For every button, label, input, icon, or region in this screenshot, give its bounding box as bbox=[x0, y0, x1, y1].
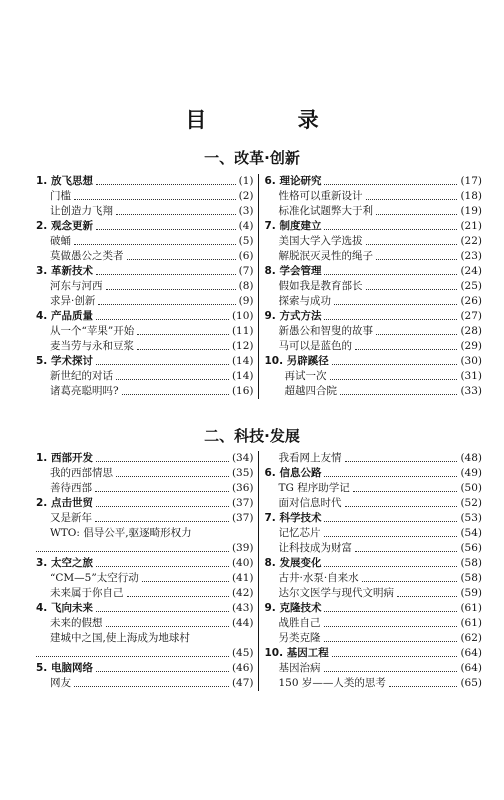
toc-category[interactable] bbox=[265, 556, 483, 571]
toc-entry[interactable] bbox=[36, 586, 254, 601]
toc-section-tech bbox=[36, 451, 482, 691]
toc-entry-title: 标准化试题弊大于利 bbox=[278, 205, 373, 217]
toc-entry-title: 9. 方式方法 bbox=[264, 310, 322, 322]
toc-entry-title: 再试一次 bbox=[284, 370, 327, 382]
toc-page-number: (1) bbox=[238, 175, 254, 187]
dot-leader bbox=[366, 289, 458, 290]
toc-category[interactable] bbox=[36, 219, 254, 234]
toc-entry-title: 8. 发展变化 bbox=[264, 557, 322, 569]
toc-entry[interactable] bbox=[265, 616, 483, 631]
dot-leader bbox=[96, 184, 236, 185]
toc-category[interactable] bbox=[265, 219, 483, 234]
toc-page-number: (8) bbox=[238, 280, 254, 292]
toc-page-number: (64) bbox=[460, 647, 482, 659]
toc-page-number: (41) bbox=[231, 572, 254, 584]
dot-leader bbox=[122, 394, 229, 395]
toc-entry[interactable] bbox=[265, 571, 483, 586]
dot-leader bbox=[324, 536, 458, 537]
dot-leader bbox=[340, 394, 457, 395]
toc-page-number: (58) bbox=[460, 572, 482, 584]
dot-leader bbox=[116, 379, 229, 380]
toc-entry[interactable] bbox=[36, 631, 254, 646]
toc-entry-title: 善待西部 bbox=[50, 482, 92, 494]
toc-entry-title: 麦当劳与永和豆浆 bbox=[50, 340, 134, 352]
dot-leader bbox=[324, 611, 457, 612]
toc-entry[interactable] bbox=[36, 369, 254, 384]
toc-entry[interactable] bbox=[265, 586, 483, 601]
toc-category[interactable] bbox=[36, 309, 254, 324]
dot-leader bbox=[96, 364, 229, 365]
toc-entry-title: 古井·水泵·自来水 bbox=[278, 572, 359, 584]
dot-leader bbox=[96, 319, 229, 320]
toc-entry-title: 门槛 bbox=[50, 190, 71, 202]
toc-page-number: (11) bbox=[231, 325, 254, 337]
toc-entry[interactable] bbox=[265, 204, 483, 219]
toc-entry[interactable] bbox=[265, 541, 483, 556]
dot-leader bbox=[324, 566, 457, 567]
toc-category[interactable] bbox=[36, 264, 254, 279]
toc-entry-title: 未来的假想 bbox=[50, 617, 103, 629]
toc-entry-title: TG 程序助学记 bbox=[278, 482, 350, 494]
toc-page-number: (16) bbox=[231, 385, 254, 397]
toc-entry-title: 让科技成为财富 bbox=[278, 542, 352, 554]
dot-leader bbox=[127, 259, 236, 260]
toc-page-number: (12) bbox=[231, 340, 254, 352]
toc-page-number: (46) bbox=[231, 662, 254, 674]
toc-entry-title: 4. 飞向未来 bbox=[36, 602, 93, 614]
dot-leader bbox=[389, 686, 458, 687]
toc-entry[interactable] bbox=[265, 451, 483, 466]
dot-leader bbox=[397, 596, 457, 597]
dot-leader bbox=[116, 476, 229, 477]
toc-page-number: (3) bbox=[238, 205, 254, 217]
toc-entry-title: 网友 bbox=[50, 677, 71, 689]
toc-entry-title: 3. 革新技术 bbox=[36, 265, 93, 277]
dot-leader bbox=[106, 289, 236, 290]
toc-entry-title: 7. 制度建立 bbox=[264, 220, 322, 232]
toc-page-number: (53) bbox=[460, 512, 482, 524]
toc-entry[interactable] bbox=[36, 234, 254, 249]
toc-page-number: (62) bbox=[460, 632, 482, 644]
toc-entry-title: 战胜自己 bbox=[278, 617, 321, 629]
toc-entry[interactable] bbox=[265, 234, 483, 249]
toc-entry[interactable] bbox=[265, 481, 483, 496]
toc-page-number: (25) bbox=[460, 280, 482, 292]
toc-page-number: (35) bbox=[231, 467, 254, 479]
toc-category[interactable] bbox=[265, 511, 483, 526]
toc-page-number: (37) bbox=[231, 497, 254, 509]
toc-category[interactable] bbox=[265, 354, 483, 369]
toc-category[interactable] bbox=[36, 661, 254, 676]
dot-leader bbox=[96, 229, 236, 230]
toc-page-number: (23) bbox=[460, 250, 482, 262]
toc-page-number: (9) bbox=[238, 295, 254, 307]
toc-column-right bbox=[258, 174, 483, 399]
toc-entry-title: 让创造力飞翔 bbox=[50, 205, 113, 217]
toc-page-number: (19) bbox=[460, 205, 482, 217]
toc-page-number: (29) bbox=[460, 340, 482, 352]
dot-leader bbox=[96, 566, 229, 567]
dot-leader bbox=[345, 461, 458, 462]
toc-page-number: (21) bbox=[460, 220, 482, 232]
toc-category[interactable] bbox=[265, 646, 483, 661]
toc-page-number: (26) bbox=[460, 295, 482, 307]
toc-page-number: (34) bbox=[231, 452, 254, 464]
dot-leader bbox=[106, 626, 229, 627]
dot-leader bbox=[96, 461, 229, 462]
dot-leader bbox=[98, 304, 235, 305]
toc-page-number: (7) bbox=[238, 265, 254, 277]
toc-entry[interactable] bbox=[36, 189, 254, 204]
toc-entry-title: 新世纪的对话 bbox=[50, 370, 113, 382]
toc-category[interactable] bbox=[265, 174, 483, 189]
toc-page-number: (59) bbox=[460, 587, 482, 599]
toc-page-number: (33) bbox=[460, 385, 482, 397]
toc-entry[interactable] bbox=[36, 646, 254, 661]
toc-entry[interactable] bbox=[36, 526, 254, 541]
toc-page-number: (30) bbox=[460, 355, 482, 367]
toc-page-number: (58) bbox=[460, 557, 482, 569]
toc-page-number: (31) bbox=[460, 370, 482, 382]
section-heading-reform: 一、改革·创新 bbox=[204, 149, 300, 167]
toc-entry[interactable] bbox=[36, 511, 254, 526]
toc-entry-title: 面对信息时代 bbox=[278, 497, 342, 509]
toc-entry-title: 莫做愚公之类者 bbox=[50, 250, 124, 262]
toc-entry-title: “CM—5”太空行动 bbox=[50, 572, 139, 584]
toc-page-number: (22) bbox=[460, 235, 482, 247]
toc-entry-title: 超越四合院 bbox=[284, 385, 337, 397]
toc-page-number: (14) bbox=[231, 370, 254, 382]
toc-entry-title: 150 岁——人类的思考 bbox=[278, 677, 386, 689]
toc-entry-title: 2. 观念更新 bbox=[36, 220, 93, 232]
toc-entry[interactable] bbox=[265, 249, 483, 264]
toc-category[interactable] bbox=[265, 466, 483, 481]
dot-leader bbox=[116, 214, 236, 215]
toc-column-right bbox=[258, 451, 483, 691]
toc-entry[interactable] bbox=[36, 481, 254, 496]
toc-page-number: (64) bbox=[460, 662, 482, 674]
toc-page-number: (52) bbox=[460, 497, 482, 509]
toc-category[interactable] bbox=[36, 354, 254, 369]
toc-page-number: (27) bbox=[460, 310, 482, 322]
toc-entry[interactable] bbox=[36, 541, 254, 556]
toc-page-number: (10) bbox=[231, 310, 254, 322]
toc-entry-title: 未来属于你自己 bbox=[50, 587, 124, 599]
dot-leader bbox=[345, 506, 458, 507]
dot-leader bbox=[127, 596, 229, 597]
toc-entry-title: 6. 信息公路 bbox=[264, 467, 322, 479]
toc-page-number: (28) bbox=[460, 325, 482, 337]
dot-leader bbox=[324, 274, 457, 275]
toc-page-number: (17) bbox=[460, 175, 482, 187]
dot-leader bbox=[74, 686, 229, 687]
toc-entry[interactable] bbox=[265, 294, 483, 309]
toc-page-number: (43) bbox=[231, 602, 254, 614]
toc-entry-title: 10. 基因工程 bbox=[264, 647, 329, 659]
toc-page-number: (50) bbox=[460, 482, 482, 494]
dot-leader bbox=[324, 521, 457, 522]
toc-page-number: (54) bbox=[460, 527, 482, 539]
toc-entry-title: 5. 学术探讨 bbox=[36, 355, 93, 367]
toc-page-number: (24) bbox=[460, 265, 482, 277]
dot-leader bbox=[96, 671, 229, 672]
toc-entry[interactable] bbox=[36, 339, 254, 354]
dot-leader bbox=[36, 551, 229, 552]
dot-leader bbox=[366, 199, 458, 200]
dot-leader bbox=[137, 349, 229, 350]
toc-page-number: (39) bbox=[231, 542, 254, 554]
toc-entry-title: 8. 学会管理 bbox=[264, 265, 322, 277]
dot-leader bbox=[324, 184, 457, 185]
dot-leader bbox=[376, 334, 457, 335]
toc-entry-title: WTO: 倡导公平,驱逐畸形权力 bbox=[50, 527, 192, 539]
toc-category[interactable] bbox=[265, 309, 483, 324]
dot-leader bbox=[376, 214, 457, 215]
toc-entry[interactable] bbox=[36, 616, 254, 631]
toc-page-number: (44) bbox=[231, 617, 254, 629]
section-heading-tech: 二、科技·发展 bbox=[204, 427, 300, 445]
toc-category[interactable] bbox=[36, 496, 254, 511]
toc-entry-title: 河东与河西 bbox=[50, 280, 103, 292]
dot-leader bbox=[362, 581, 458, 582]
toc-entry-title: 马可以是蓝色的 bbox=[278, 340, 352, 352]
toc-entry-title: 假如我是教育部长 bbox=[278, 280, 363, 292]
toc-entry-title: 5. 电脑网络 bbox=[36, 662, 93, 674]
toc-entry-title: 记忆芯片 bbox=[278, 527, 321, 539]
toc-entry[interactable] bbox=[36, 384, 254, 399]
toc-entry[interactable] bbox=[265, 339, 483, 354]
toc-entry[interactable] bbox=[265, 676, 483, 691]
dot-leader bbox=[376, 259, 457, 260]
toc-page-number: (5) bbox=[238, 235, 254, 247]
dot-leader bbox=[366, 244, 458, 245]
toc-entry-title: 7. 科学技术 bbox=[264, 512, 322, 524]
dot-leader bbox=[142, 581, 229, 582]
toc-entry[interactable] bbox=[265, 324, 483, 339]
dot-leader bbox=[355, 551, 457, 552]
toc-entry-title: 9. 克隆技术 bbox=[264, 602, 322, 614]
toc-page-number: (49) bbox=[460, 467, 482, 479]
toc-entry[interactable] bbox=[265, 526, 483, 541]
toc-entry[interactable] bbox=[36, 466, 254, 481]
dot-leader bbox=[324, 229, 457, 230]
dot-leader bbox=[332, 364, 458, 365]
toc-entry-title: 4. 产品质量 bbox=[36, 310, 93, 322]
toc-page-number: (2) bbox=[238, 190, 254, 202]
dot-leader bbox=[324, 476, 457, 477]
toc-entry-title: 另类克隆 bbox=[278, 632, 321, 644]
toc-page-number: (40) bbox=[231, 557, 254, 569]
toc-page-number: (18) bbox=[460, 190, 482, 202]
toc-entry[interactable] bbox=[265, 189, 483, 204]
toc-entry-title: 性格可以重新设计 bbox=[278, 190, 363, 202]
page-title: 目 录 bbox=[185, 108, 361, 132]
toc-entry[interactable] bbox=[36, 571, 254, 586]
dot-leader bbox=[137, 334, 229, 335]
toc-column-left bbox=[36, 451, 258, 691]
toc-entry-title: 解脱泯灭灵性的绳子 bbox=[278, 250, 373, 262]
dot-leader bbox=[96, 611, 229, 612]
toc-entry[interactable] bbox=[265, 369, 483, 384]
dot-leader bbox=[355, 349, 457, 350]
toc-entry[interactable] bbox=[265, 661, 483, 676]
toc-entry[interactable] bbox=[36, 676, 254, 691]
toc-page-number: (37) bbox=[231, 512, 254, 524]
dot-leader bbox=[324, 641, 458, 642]
toc-section-reform bbox=[36, 174, 482, 399]
toc-entry-title: 美国大学入学选拔 bbox=[278, 235, 363, 247]
toc-category[interactable] bbox=[36, 556, 254, 571]
toc-category[interactable] bbox=[265, 601, 483, 616]
dot-leader bbox=[95, 521, 229, 522]
dot-leader bbox=[353, 491, 458, 492]
toc-entry-title: 我看网上友情 bbox=[278, 452, 342, 464]
toc-entry-title: 我的西部情思 bbox=[50, 467, 113, 479]
toc-entry[interactable] bbox=[36, 324, 254, 339]
toc-page-number: (4) bbox=[238, 220, 254, 232]
toc-entry[interactable] bbox=[265, 631, 483, 646]
toc-page-number: (48) bbox=[460, 452, 482, 464]
dot-leader bbox=[324, 319, 457, 320]
toc-entry-title: 2. 点击世贸 bbox=[36, 497, 93, 509]
toc-page-number: (42) bbox=[231, 587, 254, 599]
toc-entry-title: 探索与成功 bbox=[278, 295, 331, 307]
toc-entry-title: 建城中之国,使上海成为地球村 bbox=[50, 632, 190, 644]
toc-entry[interactable] bbox=[265, 279, 483, 294]
toc-entry[interactable] bbox=[36, 294, 254, 309]
toc-page-number: (56) bbox=[460, 542, 482, 554]
dot-leader bbox=[96, 274, 236, 275]
dot-leader bbox=[332, 656, 458, 657]
toc-entry-title: 1. 放飞思想 bbox=[36, 175, 93, 187]
toc-entry[interactable] bbox=[36, 249, 254, 264]
toc-page-number: (61) bbox=[460, 617, 482, 629]
dot-leader bbox=[96, 506, 229, 507]
dot-leader bbox=[95, 491, 229, 492]
dot-leader bbox=[324, 671, 458, 672]
dot-leader bbox=[36, 656, 229, 657]
toc-entry[interactable] bbox=[265, 384, 483, 399]
toc-entry-title: 求异·创新 bbox=[50, 295, 96, 307]
dot-leader bbox=[324, 626, 458, 627]
toc-category[interactable] bbox=[265, 264, 483, 279]
toc-entry-title: 诸葛亮聪明吗? bbox=[50, 385, 119, 397]
toc-entry-title: 基因治病 bbox=[278, 662, 321, 674]
dot-leader bbox=[334, 304, 457, 305]
toc-category[interactable] bbox=[36, 451, 254, 466]
toc-page-number: (6) bbox=[238, 250, 254, 262]
dot-leader bbox=[330, 379, 458, 380]
toc-entry-title: 6. 理论研究 bbox=[264, 175, 322, 187]
toc-entry-title: 1. 西部开发 bbox=[36, 452, 93, 464]
toc-entry[interactable] bbox=[265, 496, 483, 511]
toc-entry[interactable] bbox=[36, 279, 254, 294]
toc-page-number: (61) bbox=[460, 602, 482, 614]
toc-page-number: (36) bbox=[231, 482, 254, 494]
toc-entry-title: 破蛹 bbox=[50, 235, 71, 247]
toc-column-left bbox=[36, 174, 258, 399]
toc-entry-title: 又是新年 bbox=[50, 512, 92, 524]
dot-leader bbox=[74, 199, 236, 200]
toc-entry-title: 从一个“苹果”开始 bbox=[50, 325, 135, 337]
toc-entry[interactable] bbox=[36, 204, 254, 219]
toc-entry-title: 10. 另辟蹊径 bbox=[264, 355, 329, 367]
toc-page-number: (45) bbox=[231, 647, 254, 659]
toc-page-number: (14) bbox=[231, 355, 254, 367]
toc-entry-title: 达尔文医学与现代文明病 bbox=[278, 587, 394, 599]
toc-page-number: (65) bbox=[460, 677, 482, 689]
toc-page-number: (47) bbox=[231, 677, 254, 689]
toc-category[interactable] bbox=[36, 174, 254, 189]
toc-category[interactable] bbox=[36, 601, 254, 616]
toc-entry-title: 新愚公和智叟的故事 bbox=[278, 325, 373, 337]
dot-leader bbox=[74, 244, 236, 245]
toc-entry-title: 3. 太空之旅 bbox=[36, 557, 93, 569]
